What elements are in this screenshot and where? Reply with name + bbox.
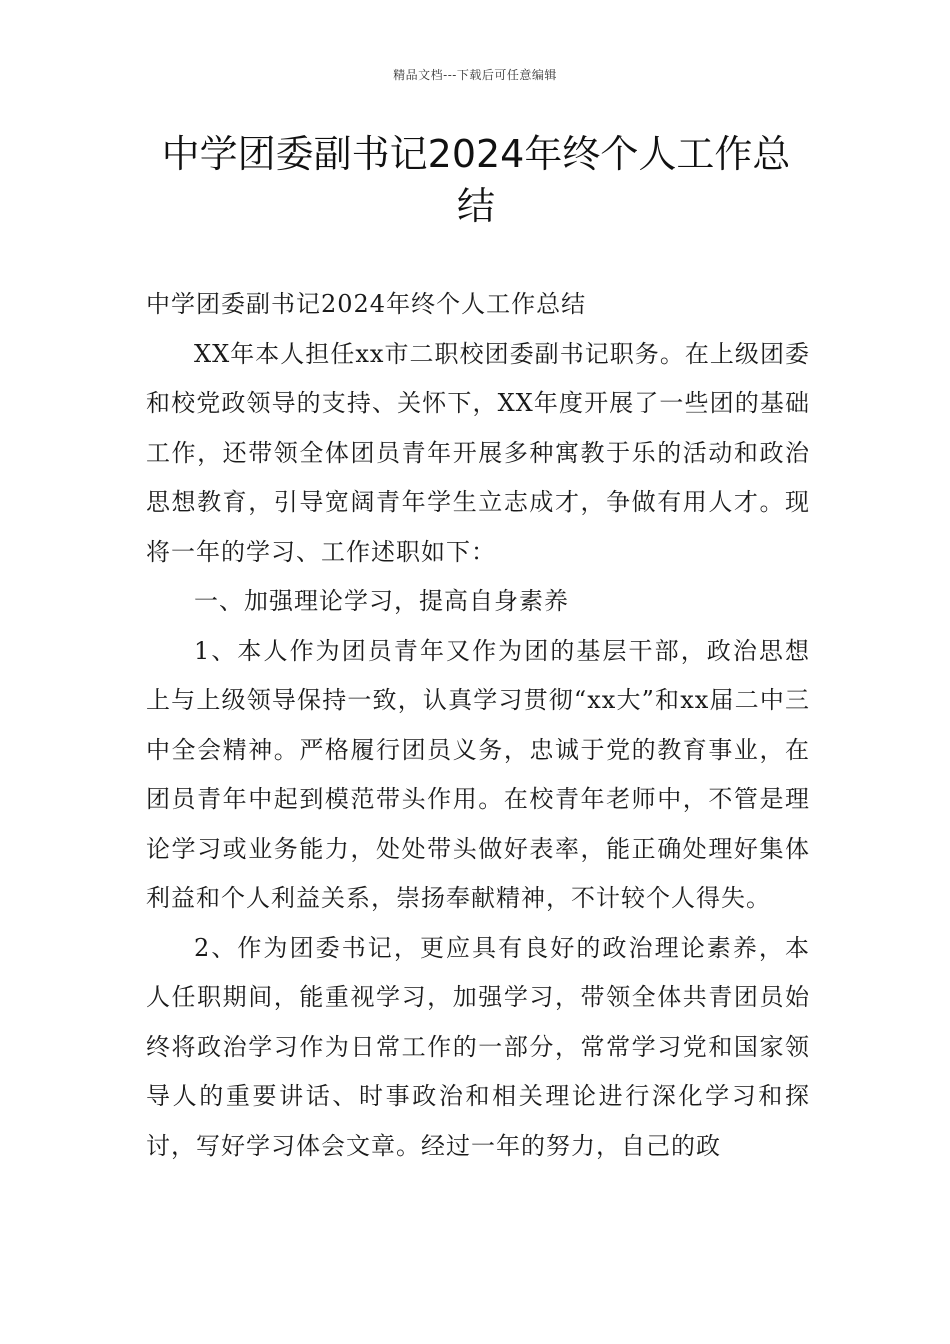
body-paragraph-intro: XX年本人担任xx市二职校团委副书记职务。在上级团委和校党政领导的支持、关怀下，XX年度开展了一些团的基础工作，还带领全体团员青年开展多种寓教于乐的活动和政治思想教育，引导宽阔青年学生立志成才，争做有用人才。现将一年的学习、工作述职如下：: [146, 339, 810, 566]
document-body: [146, 280, 810, 1171]
body-paragraph-item-2: 2、作为团委书记，更应具有良好的政治理论素养，本人任职期间，能重视学习，加强学习，带领全体共青团员始终将政治学习作为日常工作的一部分，常常学习党和国家领导人的重要讲话、时事政治和相关理论进行深化学习和探讨，写好学习体会文章。经过一年的努力，自己的政: [146, 933, 810, 1160]
section-heading-1: 一、加强理论学习，提高自身素养: [194, 587, 569, 615]
body-subtitle-paragraph: 中学团委副书记2024年终个人工作总结: [146, 290, 587, 318]
document-title: 中学团委副书记2024年终个人工作总结: [161, 132, 791, 228]
header-note: 精品文档---下载后可任意编辑: [393, 68, 557, 82]
body-paragraph-item-1: 1、本人作为团员青年又作为团的基层干部，政治思想上与上级领导保持一致，认真学习贯彻“xx大”和xx届二中三中全会精神。严格履行团员义务，忠诚于党的教育事业，在团员青年中起到模范带头作用。在校青年老师中，不管是理论学习或业务能力，处处带头做好表率，能正确处理好集体利益和个人利益关系，崇扬奉献精神，不计较个人得失。: [146, 636, 810, 912]
